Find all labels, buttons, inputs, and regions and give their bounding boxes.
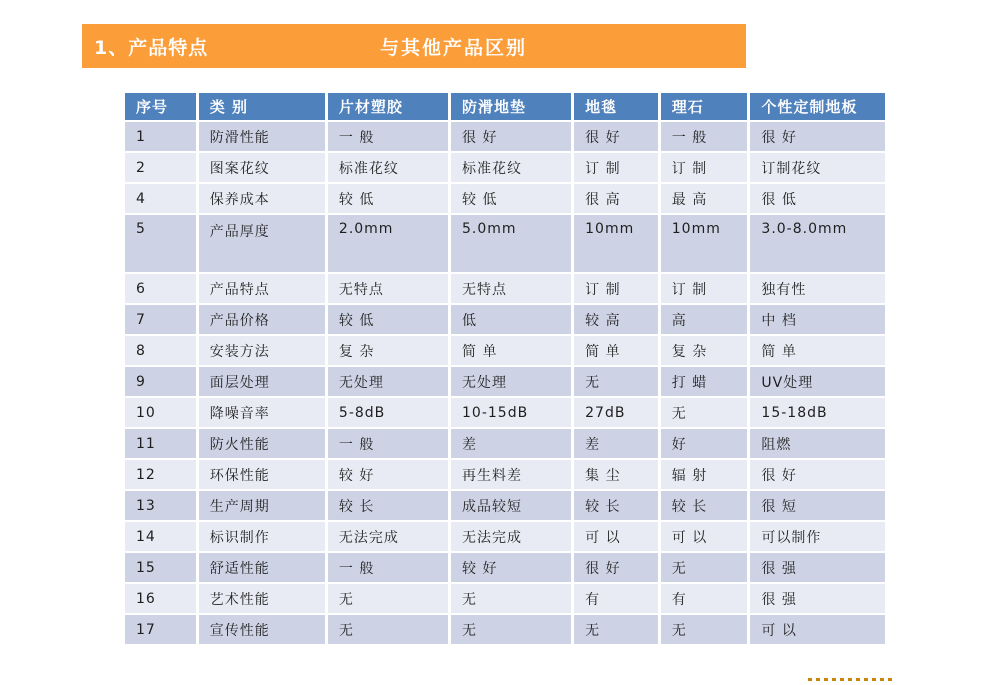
- table-cell: 很 好: [574, 122, 661, 153]
- row-number-cell: 6: [125, 274, 199, 305]
- table-cell: 订 制: [661, 153, 751, 184]
- table-row: [125, 615, 885, 646]
- table-cell: 简 单: [451, 336, 574, 367]
- table-row: [125, 274, 885, 305]
- row-number-cell: 11: [125, 429, 199, 460]
- table-cell: 好: [661, 429, 751, 460]
- table-cell: 可 以: [661, 522, 751, 553]
- table-cell: 较 好: [328, 460, 451, 491]
- table-cell: 较 长: [661, 491, 751, 522]
- table-cell: 无: [661, 553, 751, 584]
- table-cell: 10mm: [661, 215, 751, 274]
- table-cell: 很 好: [750, 460, 885, 491]
- table-header-row: [125, 93, 885, 122]
- table-cell: 较 低: [451, 184, 574, 215]
- row-number-cell: 14: [125, 522, 199, 553]
- table-cell: 很 好: [574, 553, 661, 584]
- table-cell: 面层处理: [199, 367, 328, 398]
- table-cell: 可以制作: [750, 522, 885, 553]
- table-cell: 很 强: [750, 584, 885, 615]
- table-row: [125, 215, 885, 274]
- table-cell: 3.0-8.0mm: [750, 215, 885, 274]
- table-cell: 保养成本: [199, 184, 328, 215]
- table-cell: 27dB: [574, 398, 661, 429]
- table-cell: 舒适性能: [199, 553, 328, 584]
- table-row: [125, 153, 885, 184]
- table-row: [125, 305, 885, 336]
- table-cell: 复 杂: [661, 336, 751, 367]
- table-row: [125, 460, 885, 491]
- table-cell: 差: [574, 429, 661, 460]
- table-cell: 产品特点: [199, 274, 328, 305]
- table-cell: 艺术性能: [199, 584, 328, 615]
- row-number-cell: 12: [125, 460, 199, 491]
- table-cell: 10-15dB: [451, 398, 574, 429]
- row-number-cell: 7: [125, 305, 199, 336]
- table-cell: 简 单: [750, 336, 885, 367]
- table-cell: 产品价格: [199, 305, 328, 336]
- table-cell: 最 高: [661, 184, 751, 215]
- table-cell: 成品较短: [451, 491, 574, 522]
- row-number-cell: 1: [125, 122, 199, 153]
- table-cell: 较 长: [328, 491, 451, 522]
- column-header-6: 个性定制地板: [750, 93, 885, 122]
- column-header-5: 理石: [661, 93, 751, 122]
- table-cell: 无: [661, 615, 751, 646]
- row-number-cell: 2: [125, 153, 199, 184]
- table-cell: 低: [451, 305, 574, 336]
- table-cell: 无: [661, 398, 751, 429]
- table-cell: 高: [661, 305, 751, 336]
- table-cell: 订 制: [574, 153, 661, 184]
- table-cell: 无: [328, 584, 451, 615]
- table-cell: 防火性能: [199, 429, 328, 460]
- table-cell: 降噪音率: [199, 398, 328, 429]
- table-cell: 订 制: [661, 274, 751, 305]
- table-row: [125, 491, 885, 522]
- table-cell: UV处理: [750, 367, 885, 398]
- table-row: [125, 584, 885, 615]
- table-cell: 较 长: [574, 491, 661, 522]
- table-cell: 简 单: [574, 336, 661, 367]
- table-cell: 生产周期: [199, 491, 328, 522]
- table-cell: 2.0mm: [328, 215, 451, 274]
- column-header-2: 片材塑胶: [328, 93, 451, 122]
- table-cell: 无法完成: [328, 522, 451, 553]
- column-header-1: 类 别: [199, 93, 328, 122]
- table-head: [125, 93, 885, 122]
- table-cell: 环保性能: [199, 460, 328, 491]
- table-cell: 差: [451, 429, 574, 460]
- table-cell: 5-8dB: [328, 398, 451, 429]
- table-cell: 标识制作: [199, 522, 328, 553]
- table-cell: 阻燃: [750, 429, 885, 460]
- page-title: 1、产品特点: [94, 36, 209, 59]
- table-cell: 无: [328, 615, 451, 646]
- table-cell: 无: [574, 367, 661, 398]
- table-cell: 辐 射: [661, 460, 751, 491]
- table-cell: 较 好: [451, 553, 574, 584]
- table-row: [125, 122, 885, 153]
- table-cell: 很 短: [750, 491, 885, 522]
- table-cell: 防滑性能: [199, 122, 328, 153]
- table-cell: 很 好: [451, 122, 574, 153]
- table-cell: 一 般: [328, 122, 451, 153]
- row-number-cell: 5: [125, 215, 199, 274]
- table-cell: 较 高: [574, 305, 661, 336]
- comparison-table-container: [125, 93, 885, 646]
- table-cell: 很 低: [750, 184, 885, 215]
- table-cell: 一 般: [328, 553, 451, 584]
- table-cell: 很 好: [750, 122, 885, 153]
- table-cell: 无法完成: [451, 522, 574, 553]
- row-number-cell: 16: [125, 584, 199, 615]
- table-cell: 较 低: [328, 184, 451, 215]
- column-header-0: 序号: [125, 93, 199, 122]
- table-cell: 可 以: [750, 615, 885, 646]
- table-cell: 集 尘: [574, 460, 661, 491]
- table-cell: 较 低: [328, 305, 451, 336]
- table-cell: 产品厚度: [199, 215, 328, 274]
- table-cell: 订制花纹: [750, 153, 885, 184]
- table-cell: 很 高: [574, 184, 661, 215]
- row-number-cell: 15: [125, 553, 199, 584]
- table-cell: 图案花纹: [199, 153, 328, 184]
- table-cell: 无处理: [451, 367, 574, 398]
- table-cell: 5.0mm: [451, 215, 574, 274]
- table-cell: 无: [451, 615, 574, 646]
- table-cell: 一 般: [328, 429, 451, 460]
- table-cell: 10mm: [574, 215, 661, 274]
- table-cell: 无特点: [451, 274, 574, 305]
- table-cell: 标准花纹: [451, 153, 574, 184]
- table-cell: 很 强: [750, 553, 885, 584]
- table-cell: 有: [574, 584, 661, 615]
- comparison-table: [125, 93, 885, 646]
- table-cell: 无: [574, 615, 661, 646]
- table-cell: 宣传性能: [199, 615, 328, 646]
- row-number-cell: 8: [125, 336, 199, 367]
- row-number-cell: 10: [125, 398, 199, 429]
- table-cell: 一 般: [661, 122, 751, 153]
- table-cell: 复 杂: [328, 336, 451, 367]
- table-cell: 无处理: [328, 367, 451, 398]
- row-number-cell: 9: [125, 367, 199, 398]
- column-header-4: 地毯: [574, 93, 661, 122]
- column-header-3: 防滑地垫: [451, 93, 574, 122]
- table-body: [125, 122, 885, 646]
- table-cell: 再生料差: [451, 460, 574, 491]
- table-row: [125, 184, 885, 215]
- table-row: [125, 367, 885, 398]
- table-row: [125, 522, 885, 553]
- table-cell: 打 蜡: [661, 367, 751, 398]
- table-cell: 15-18dB: [750, 398, 885, 429]
- table-cell: 标准花纹: [328, 153, 451, 184]
- table-row: [125, 336, 885, 367]
- table-row: [125, 398, 885, 429]
- row-number-cell: 4: [125, 184, 199, 215]
- row-number-cell: 13: [125, 491, 199, 522]
- table-row: [125, 429, 885, 460]
- table-cell: 订 制: [574, 274, 661, 305]
- page-subtitle: 与其他产品区别: [380, 36, 528, 59]
- title-bar: [82, 24, 746, 68]
- table-cell: 无: [451, 584, 574, 615]
- table-cell: 中 档: [750, 305, 885, 336]
- table-cell: 无特点: [328, 274, 451, 305]
- table-row: [125, 553, 885, 584]
- table-cell: 独有性: [750, 274, 885, 305]
- table-cell: 安装方法: [199, 336, 328, 367]
- table-cell: 可 以: [574, 522, 661, 553]
- dashed-line: [808, 678, 894, 681]
- row-number-cell: 17: [125, 615, 199, 646]
- table-cell: 有: [661, 584, 751, 615]
